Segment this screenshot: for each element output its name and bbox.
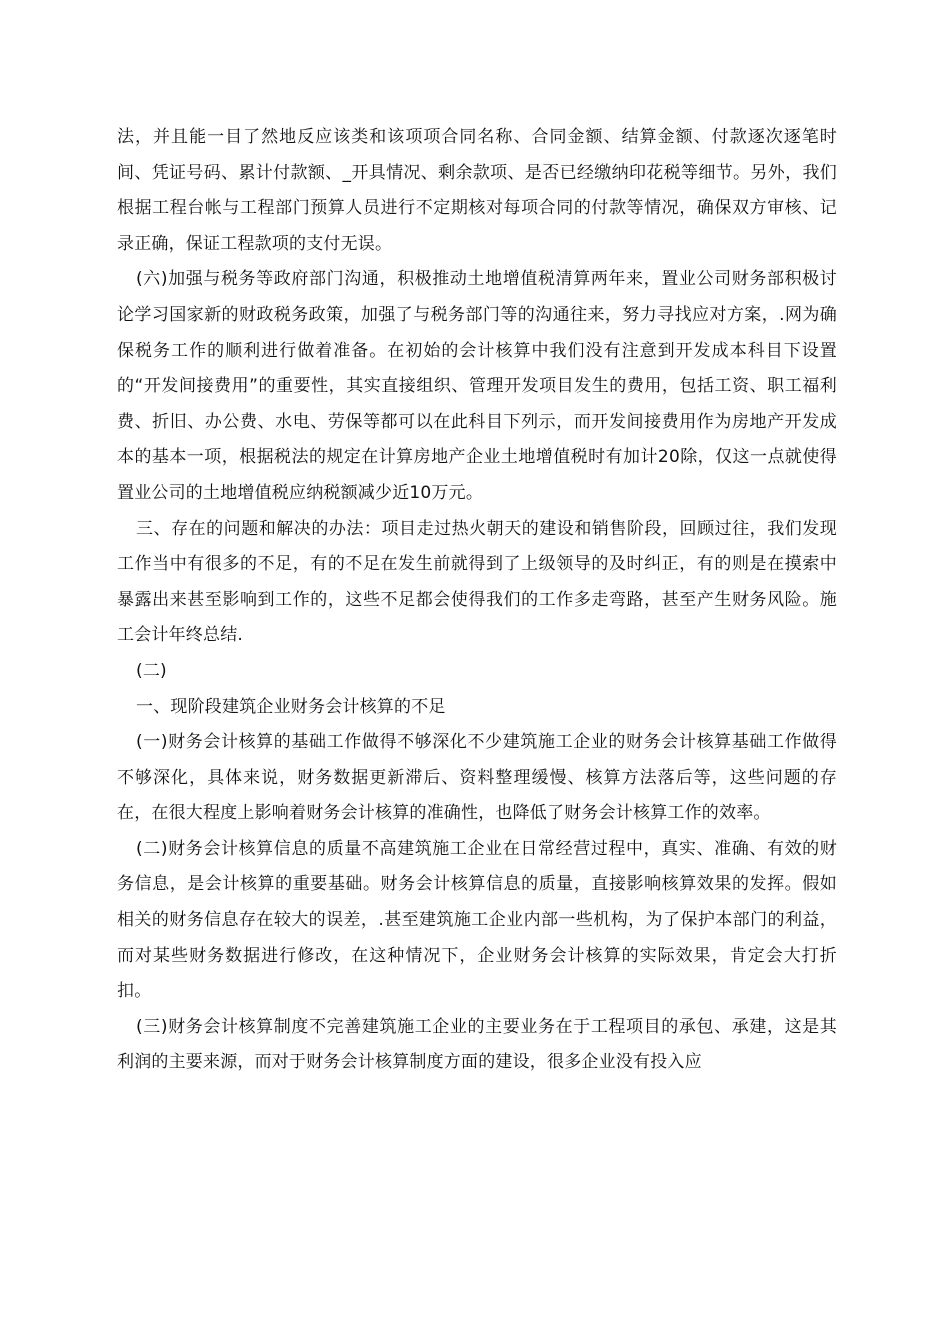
paragraph-problems-solutions: 三、存在的问题和解决的办法：项目走过热火朝天的建设和销售阶段，回顾过往，我们发现工作当中有很多的不足，有的不足在发生前就得到了上级领导的及时纠正，有的则是在摸索中暴露出来甚至影响到工作的，这些不足都会使得我们的工作多走弯路，甚至产生财务风险。施工会计年终总结. [117,518,837,646]
section-heading-deficiencies: 一、现阶段建筑企业财务会计核算的不足 [136,696,446,717]
paragraph-contract-ledger: 法，并且能一目了然地反应该类和该项项合同名称、合同金额、结算金额、付款逐次逐笔时间、凭证号码、累计付款额、_开具情况、剩余款项、是否已经缴纳印花税等细节。另外，我们根据工程台帐与工程部门预算人员进行不定期核对每项合同的付款等情况，确保双方审核、记录正确，保证工程款项的支付无误。 [117,127,837,254]
paragraph-tax-communication: (六)加强与税务等政府部门沟通，积极推动土地增值税清算两年来，置业公司财务部积极讨论学习国家新的财政税务政策，加强了与税务部门等的沟通往来，努力寻找应对方案，.网为确保税务工作的顺利进行做着准备。在初始的会计核算中我们没有注意到开发成本科目下设置的“开发间接费用”的重要性，其实直接组织、管理开发项目发生的费用，包括工资、职工福利费、折旧、办公费、水电、劳保等都可以在此科目下列示，而开发间接费用作为房地产开发成本的基本一项，根据税法的规定在计算房地产企业土地增值税时有加计20除，仅这一点就使得置业公司的土地增值税应纳税额减少近10万元。 [117,269,837,503]
body-text [117,120,837,1081]
paragraph-basic-work: (一)财务会计核算的基础工作做得不够深化不少建筑施工企业的财务会计核算基础工作做得不够深化，具体来说，财务数据更新滞后、资料整理缓慢、核算方法落后等，这些问题的存在，在很大程度上影响着财务会计核算的准确性，也降低了财务会计核算工作的效率。 [117,732,837,824]
section-number-two: (二) [136,660,167,681]
paragraph-information-quality: (二)财务会计核算信息的质量不高建筑施工企业在日常经营过程中，真实、准确、有效的财务信息，是会计核算的重要基础。财务会计核算信息的质量，直接影响核算效果的发挥。假如相关的财务信息存在较大的误差，.甚至建筑施工企业内部一些机构，为了保护本部门的利益，而对某些财务数据进行修改，在这种情况下，企业财务会计核算的实际效果，肯定会大打折扣。 [117,838,837,1002]
paragraph-accounting-system: (三)财务会计核算制度不完善建筑施工企业的主要业务在于工程项目的承包、承建，这是其利润的主要来源，而对于财务会计核算制度方面的建设，很多企业没有投入应 [117,1016,837,1073]
